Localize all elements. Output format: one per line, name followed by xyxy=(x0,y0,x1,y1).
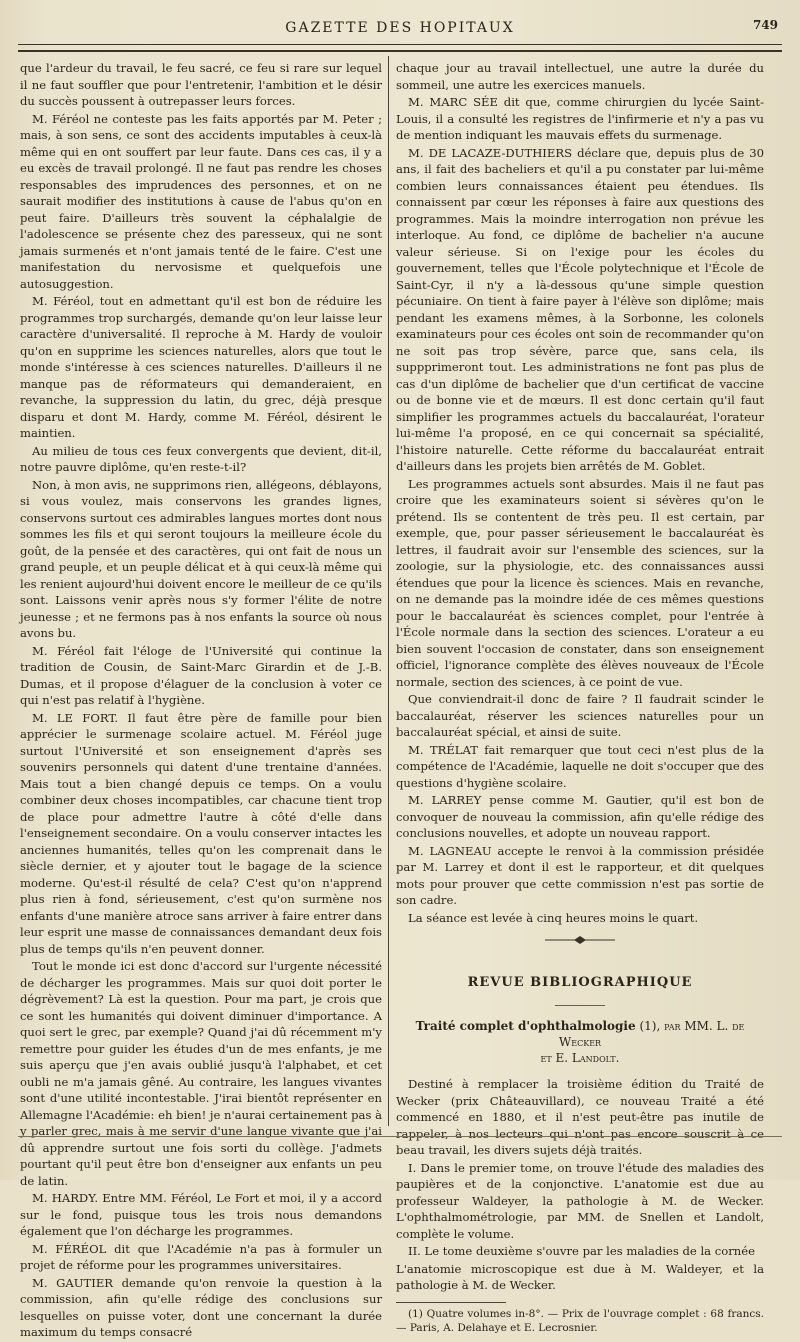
paragraph: M. HARDY. Entre MM. Féréol, Le Fort et moi, il y a accord sur le fond, puisque tous les trois nous demandons également que l'on décharge les programmes. xyxy=(20,1191,382,1238)
bottom-rule xyxy=(18,1136,782,1137)
footnote-rule xyxy=(396,1302,506,1303)
page-number: 749 xyxy=(752,18,778,32)
column-divider xyxy=(388,56,389,1126)
paragraph: I. Dans le premier tome, on trouve l'étude des maladies des paupières et de la conjonctive. L'anatomie est due au professeur Waldeyer, la pathologie à M. de Wecker. L'ophthalmométrologie, par MM. de Snellen et Landolt, complète le volume. xyxy=(396,1160,764,1241)
journal-title: GAZETTE DES HOPITAUX xyxy=(285,20,515,36)
header-rule-thick xyxy=(18,50,782,52)
paragraph: Les programmes actuels sont absurdes. Mais il ne faut pas croire que les examinateurs soient si sévères qu'on le prétend. Ils se contentent de très peu. Il est certain, par exemple, que, pour passer sérieusement le baccalauréat ès lettres, il faudrait avoir sur l'ensemble des sciences, sur la zoologie, sur la physiologie, etc. des connaissances aussi étendues que pour la licence ès sciences. Mais en revanche, on ne demande pas la moindre idée de ces mêmes questions pour le baccalauréat ès sciences complet, pour l'entrée à l'École normale dans la section des sciences. L'orateur a eu bien souvent l'occasion de constater, dans son enseignement officiel, l'ignorance complète des élèves nouveaux de l'École normale, section des sciences, à ce point de vue. xyxy=(396,476,764,689)
paragraph: La séance est levée à cinq heures moins le quart. xyxy=(408,910,699,925)
article-title-rest: (1), par MM. L. de Wecker xyxy=(558,1019,745,1049)
paragraph: M. GAUTIER demande qu'on renvoie la question à la commission, afin qu'elle rédige des conclusions sur lesquelles on puisse voter, dont une concernant la durée maximum du temps consacré xyxy=(20,1275,382,1339)
short-rule xyxy=(555,1005,605,1006)
paragraph: Tout le monde ici est donc d'accord sur l'urgente nécessité de décharger les programmes. Mais sur quoi doit porter le dégrèvement? Là est la question. Pour ma part, je crois que ce sont les humanités qui doivent diminuer d'importance. A quoi sert le grec, par exemple? Quand j'ai dû récemment m'y remettre pour guider les études d'un de mes enfants, je me suis aperçu que j'en avais oublié jusqu'à l'alphabet, et cet oubli ne m'a jamais gêné. Au contraire, les langues vivantes sont d'une utilité incontestable. J'irai bientôt représenter en Allemagne l'Académie: eh bien! je n'aurai certainement pas à y parler grec, mais à me servir d'une langue vivante que j'ai dû apprendre surtout une fois sorti du collège. J'admets pourtant qu'il peut être bon d'enseigner aux enfants un peu de latin. xyxy=(20,959,382,1188)
header-rule xyxy=(18,44,782,45)
paragraph: M. Féréol fait l'éloge de l'Université qui continue la tradition de Cousin, de Saint-Marc Girardin et de J.-B. Dumas, et il propose d'élaguer de la conclusion à voter ce qui n'est pas relatif à l'hygiène. xyxy=(20,643,382,707)
page-header xyxy=(18,12,782,48)
paragraph: Non, à mon avis, ne supprimons rien, allégeons, déblayons, si vous voulez, mais conservons les grandes lignes, conservons surtout ces admirables langues mortes dont nous sommes les fils et qui seront toujours la meilleure école du goût, de la pensée et des caractères, qui ont fait de nous un grand peuple, et un peuple délicat et à qui ceux-là même qui les renient aujourd'hui doivent encore le meilleur de ce qu'ils sont. Laissons venir après nous s'y former l'élite de notre jeunesse ; et ne fermons pas à nos enfants la source où nous avons bu. xyxy=(20,477,382,640)
section-title: REVUE BIBLIOGRAPHIQUE xyxy=(467,974,693,990)
ornament-divider xyxy=(396,932,764,949)
paragraph: M. FÉRÉOL dit que l'Académie n'a pas à formuler un projet de réforme pour les programmes universitaires. xyxy=(20,1241,382,1272)
paragraph: M. LE FORT. Il faut être père de famille pour bien apprécier le surmenage scolaire actuel. M. Féréol juge surtout l'Université et son enseignement d'après ses souvenirs personnels qui datent d'une trentaine d'années. Mais tout a bien changé depuis ce temps. On a voulu combiner deux choses incompatibles, car chacune tient trop de place pour admettre l'autre à côté d'elle dans l'enseignement secondaire. On a voulu conserver intactes les anciennes humanités, telles qu'on les comprenait dans le siècle dernier, et y ajouter tout le bagage de la science moderne. Qu'est-il résulté de cela? C'est qu'on n'apprend plus rien à fond, sérieusement, c'est qu'on surmène nos enfants d'une manière atroce sans arriver à faire entrer dans leur esprit une masse de connaissances demandant deux fois plus de temps qu'ils n'en peuvent donner. xyxy=(20,710,382,956)
article-title xyxy=(396,1018,764,1066)
paragraph: M. LAGNEAU accepte le renvoi à la commission présidée par M. Larrey et dont il est le rapporteur, et dit quelques mots pour prouver que cette commission n'est pas sortie de son cadre. xyxy=(396,843,764,907)
paragraph: que l'ardeur du travail, le feu sacré, ce feu si rare sur lequel il ne faut souffler que pour l'entretenir, l'ambition et le désir du succès poussent à outrepasser leurs forces. xyxy=(20,61,382,108)
paragraph: chaque jour au travail intellectuel, une autre la durée du sommeil, une autre les exercices manuels. xyxy=(396,61,764,92)
footnote: (1) Quatre volumes in-8°. — Prix de l'ouvrage complet : 68 francs. — Paris, A. Delahaye et E. Lecrosnier. xyxy=(396,1307,764,1334)
paragraph: II. Le tome deuxième s'ouvre par les maladies de la cornée xyxy=(408,1244,755,1258)
paragraph: M. Féréol ne conteste pas les faits apportés par M. Peter ; mais, à son sens, ce sont des accidents imputables à ceux-là même qui en ont souffert par leur faute. Dans ces cas, il y a eu excès de travail prolongé. Il ne faut pas rendre les choses responsables des imprudences des personnes, et on ne saurait modifier des institutions à cause de l'abus qu'on en peut faire. D'ailleurs très souvent la céphalalgie de l'adolescence se présente chez des paresseux, qui ne sont jamais surmenés et n'ont jamais tenté de le faire. C'est une manifestation du nervosisme et quelquefois une autosuggestion. xyxy=(20,111,382,291)
paragraph: M. MARC SÉE dit que, comme chirurgien du lycée Saint-Louis, il a consulté les registres de l'infirmerie et n'y a pas vu de mention indiquant les mauvais effets du surmenage. xyxy=(396,95,764,142)
paragraph: M. Féréol, tout en admettant qu'il est bon de réduire les programmes trop surchargés, demande qu'on leur laisse leur caractère d'universalité. Il reproche à M. Hardy de vouloir qu'on en supprime les sciences naturelles, alors que tout le monde s'intéresse à ces sciences naturelles. D'ailleurs il ne manque pas de réformateurs qui demanderaient, en revanche, la suppression du latin, du grec, déjà presque disparu et dont M. Hardy, comme M. Féréol, désirent le maintien. xyxy=(20,294,382,440)
paragraph: Destiné à remplacer la troisième édition du Traité de Wecker (prix Châteauvillard), ce nouveau Traité a été commencé en 1880, et il n'est peut-être pas inutile de rappeler, à nos lecteurs qui n'ont pas encore souscrit à ce beau travail, les divers sujets déjà traités. xyxy=(396,1077,764,1157)
article-authors: et E. Landolt. xyxy=(540,1051,620,1065)
paragraph: M. TRÉLAT fait remarquer que tout ceci n'est plus de la compétence de l'Académie, laquelle ne doit s'occuper que des questions d'hygiène scolaire. xyxy=(396,742,764,790)
paragraph: M. LARREY pense comme M. Gautier, qu'il est bon de convoquer de nouveau la commission, afin qu'elle rédige des conclusions nouvelles, et adopte un nouveau rapport. xyxy=(396,793,764,840)
paragraph: M. DE LACAZE-DUTHIERS déclare que, depuis plus de 30 ans, il fait des bacheliers et qu'il a pu constater par lui-même combien leurs connaissances étaient peu étendues. Ils connaissent par cœur les réponses à faire aux questions des programmes. Mais la moindre interrogation non prévue les interloque. Au fond, ce diplôme de bachelier n'a aucune valeur sérieuse. Si on l'exige pour les écoles du gouvernement, telles que l'École polytechnique et l'École de Saint-Cyr, il n'y a là-dessous qu'une simple question pécuniaire. On tient à faire payer à l'élève son diplôme; mais pendant les examens mêmes, à la Sorbonne, les colonels examinateurs pour ces écoles ont soin de recommander qu'on ne soit pas trop sévère, parce que, sans cela, ils suppprimeront tout. Les administrations ne font pas plus de cas d'un diplôme de bachelier que d'un certificat de vaccine ou de bonne vie et de mœurs. Il est donc certain qu'il faut simplifier les programmes actuels du baccalauréat, l'orateur lui-même l'a proposé, en ce qui concernait sa spécialité, l'histoire naturelle. Cette réforme du baccalauréat entrait d'ailleurs dans les projets bien arrêtés de M. Goblet. xyxy=(396,145,764,473)
left-column xyxy=(20,60,382,1342)
right-column xyxy=(396,60,764,1335)
paragraph: Que conviendrait-il donc de faire ? Il faudrait scinder le baccalauréat, réserver les sciences naturelles pour un baccalauréat spécial, et ainsi de suite. xyxy=(396,692,764,739)
paragraph: Au milieu de tous ces feux convergents que devient, dit-il, notre pauvre diplôme, qu'en reste-t-il? xyxy=(20,443,382,474)
paragraph: L'anatomie microscopique est due à M. Waldeyer, et la pathologie à M. de Wecker. xyxy=(396,1261,764,1292)
article-title-main: Traité complet d'ophthalmologie xyxy=(415,1019,636,1033)
